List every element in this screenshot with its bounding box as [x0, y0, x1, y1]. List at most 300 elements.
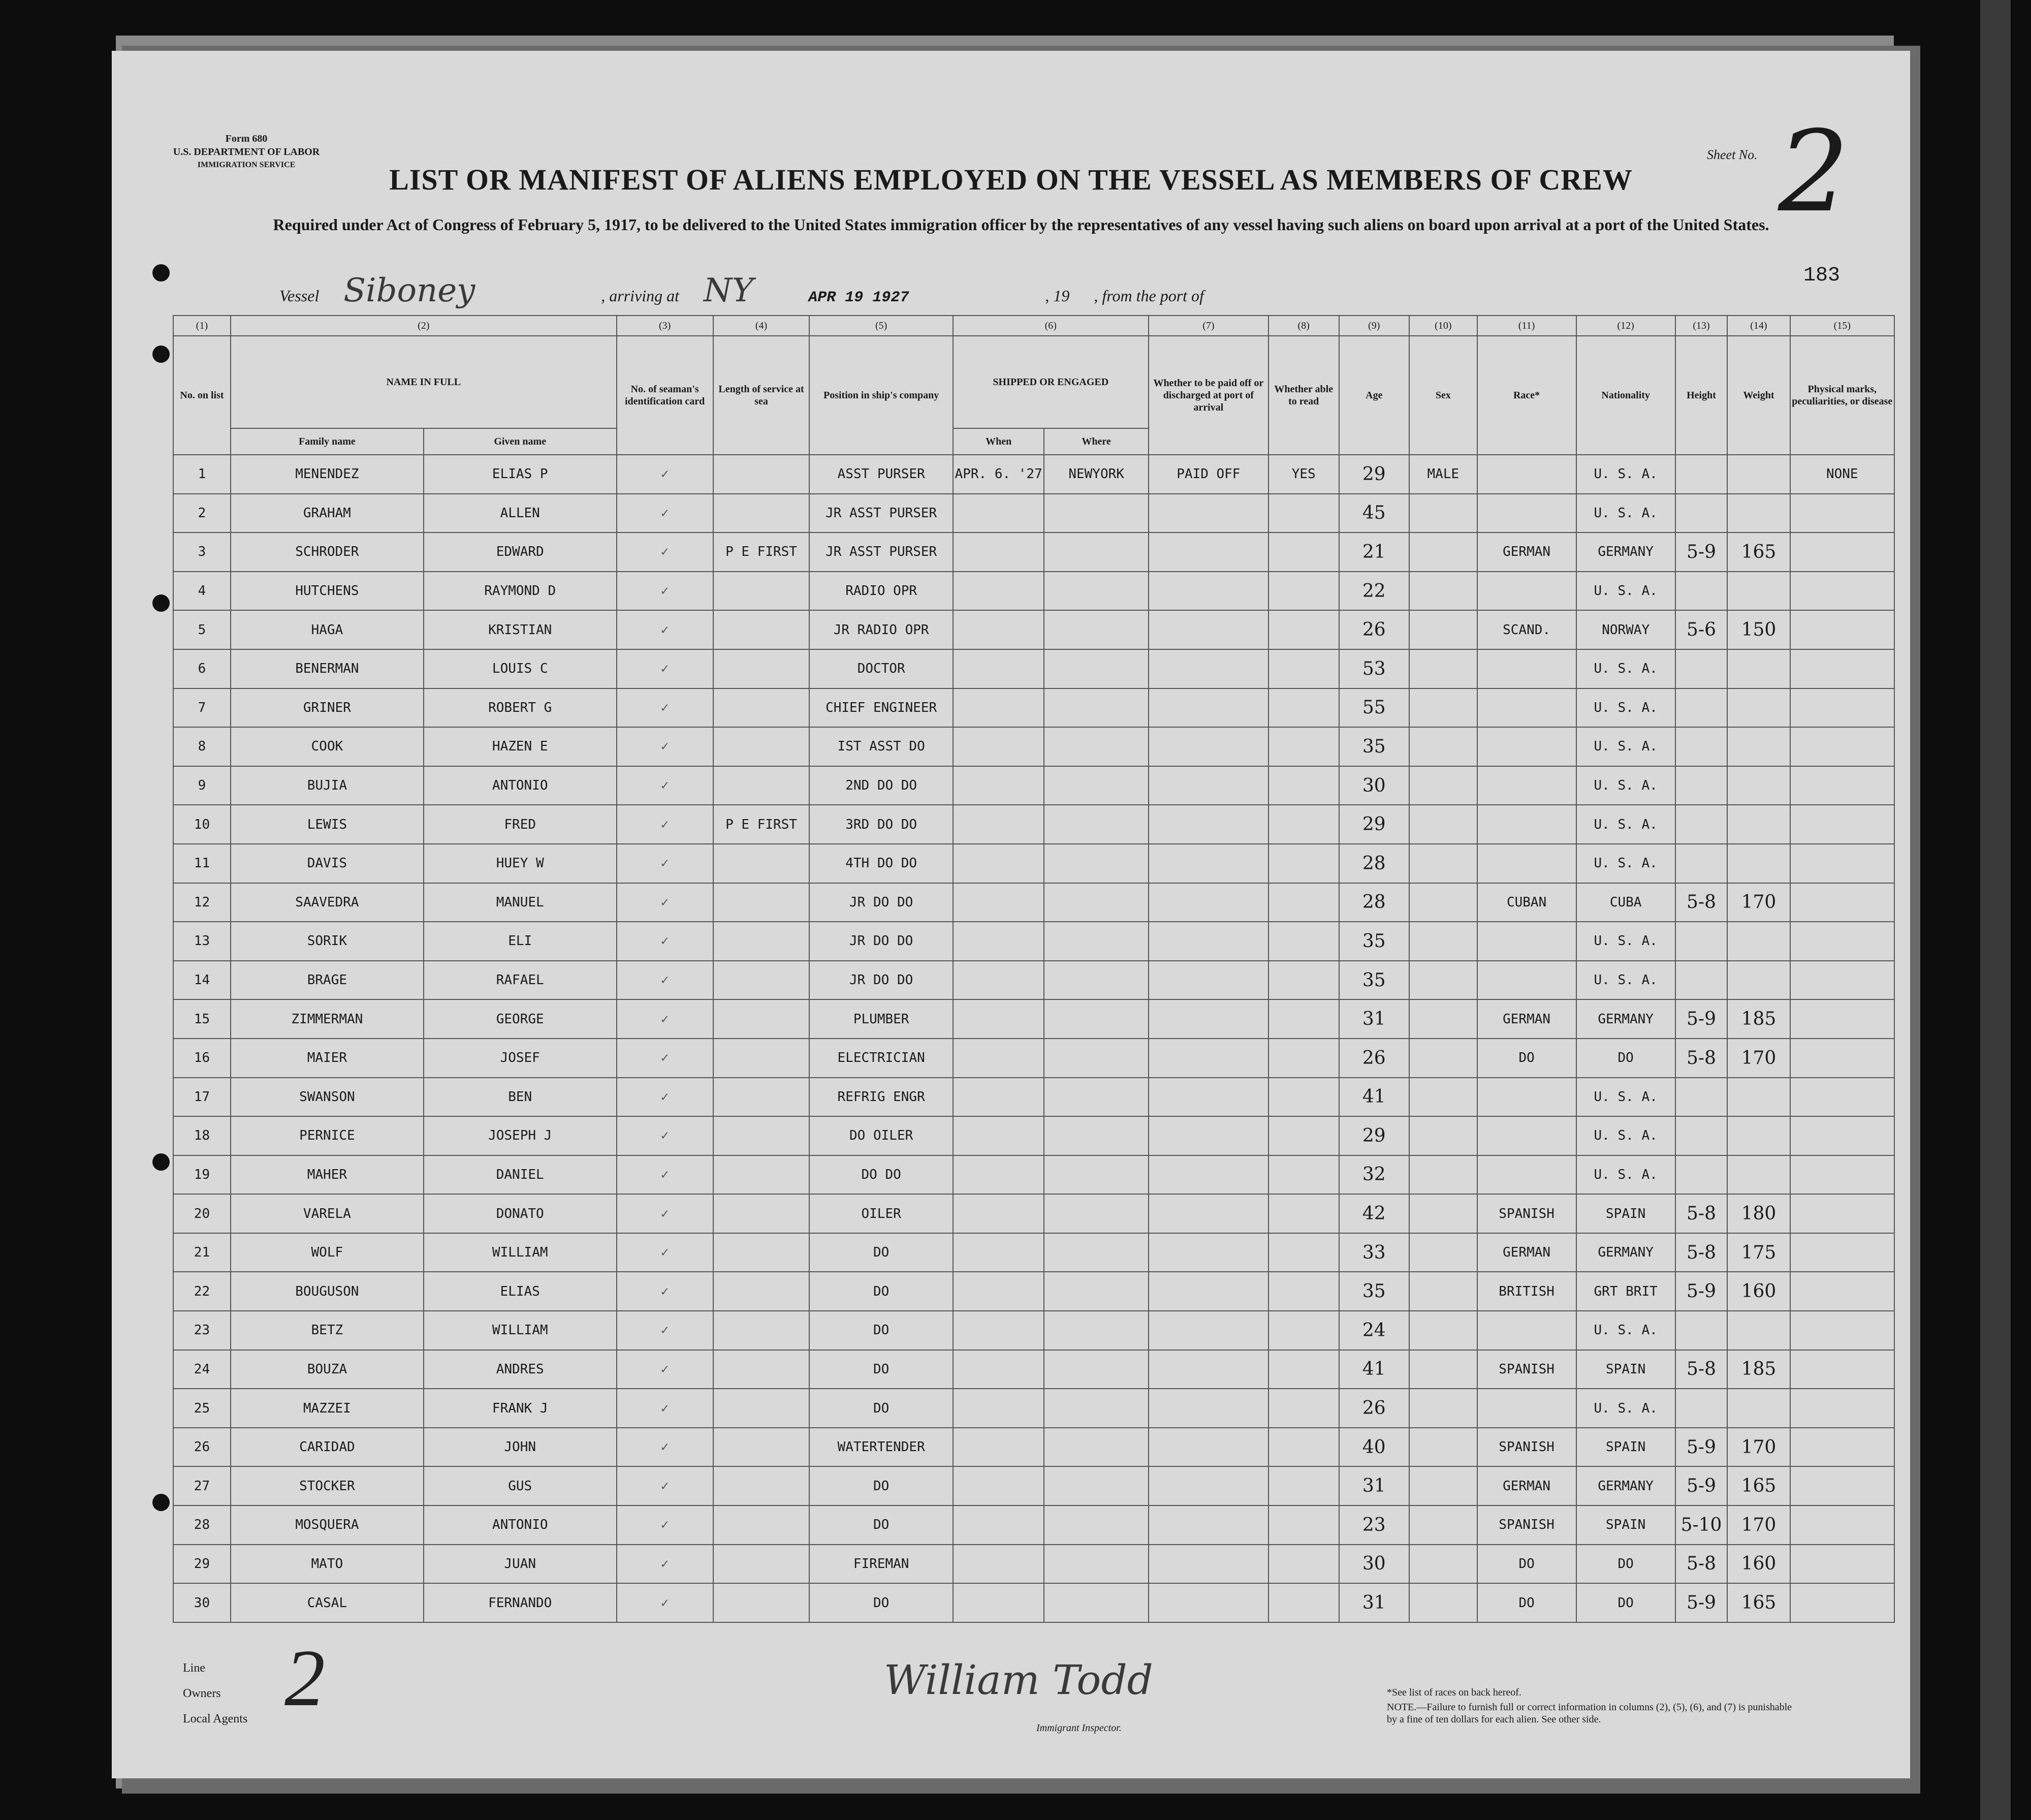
punch-hole [152, 594, 170, 612]
column-header-row [173, 336, 1894, 428]
cell-read [1268, 1428, 1339, 1467]
cell-marks [1790, 1194, 1894, 1233]
cell-race: DO [1477, 1583, 1576, 1622]
cell-when [953, 999, 1044, 1039]
column-number: (6) [953, 316, 1149, 336]
checkmark-icon: ✓ [617, 1466, 713, 1505]
cell-paid [1149, 1466, 1268, 1505]
cell-marks [1790, 883, 1894, 922]
local-agents-label: Local Agents [183, 1712, 248, 1725]
cell-family: CARIDAD [231, 1428, 424, 1467]
cell-nationality: U. S. A. [1576, 961, 1675, 1000]
column-number: (10) [1409, 316, 1477, 336]
cell-family: DAVIS [231, 844, 424, 883]
cell-sex [1409, 766, 1477, 805]
cell-no: 29 [173, 1545, 231, 1584]
table-row [173, 1583, 1894, 1622]
checkmark-icon: ✓ [617, 844, 713, 883]
cell-age: 55 [1339, 688, 1410, 728]
table-row [173, 1155, 1894, 1195]
cell-race [1477, 844, 1576, 883]
cell-where [1044, 883, 1148, 922]
cell-where [1044, 844, 1148, 883]
cell-sex [1409, 1233, 1477, 1272]
cell-sex [1409, 1350, 1477, 1389]
cell-when [953, 766, 1044, 805]
table-row [173, 1194, 1894, 1233]
cell-marks [1790, 1583, 1894, 1622]
cell-sex [1409, 1078, 1477, 1117]
column-number: (2) [231, 316, 617, 336]
cell-age: 41 [1339, 1078, 1410, 1117]
cell-no: 6 [173, 649, 231, 688]
cell-marks [1790, 572, 1894, 611]
from-port-label: , from the port of [1094, 287, 1204, 305]
cell-position: OILER [809, 1194, 953, 1233]
cell-position: DO [809, 1350, 953, 1389]
cell-race: SPANISH [1477, 1350, 1576, 1389]
cell-race: CUBAN [1477, 883, 1576, 922]
cell-sex: MALE [1409, 455, 1477, 494]
cell-where [1044, 1078, 1148, 1117]
table-row [173, 1311, 1894, 1350]
cell-when [953, 688, 1044, 728]
cell-service [713, 766, 810, 805]
cell-service [713, 961, 810, 1000]
cell-read [1268, 1583, 1339, 1622]
cell-no: 21 [173, 1233, 231, 1272]
cell-weight [1727, 727, 1790, 766]
cell-sex [1409, 1116, 1477, 1155]
cell-given: RAYMOND D [424, 572, 617, 611]
cell-age: 29 [1339, 805, 1410, 844]
cell-height: 5-8 [1675, 883, 1728, 922]
cell-height [1675, 494, 1728, 533]
cell-marks [1790, 766, 1894, 805]
table-row [173, 805, 1894, 844]
punch-hole [152, 1153, 170, 1171]
checkmark-icon: ✓ [617, 922, 713, 961]
header-physical-marks: Physical marks, peculiarities, or disease [1790, 336, 1894, 455]
cell-position: JR RADIO OPR [809, 610, 953, 649]
cell-given: WILLIAM [424, 1311, 617, 1350]
cell-where [1044, 1311, 1148, 1350]
column-number-row [173, 316, 1894, 336]
cell-height [1675, 766, 1728, 805]
cell-no: 24 [173, 1350, 231, 1389]
cell-given: JUAN [424, 1545, 617, 1584]
cell-when: APR. 6. '27 [953, 455, 1044, 494]
cell-height [1675, 961, 1728, 1000]
cell-marks [1790, 1039, 1894, 1078]
cell-service [713, 922, 810, 961]
cell-where [1044, 1233, 1148, 1272]
cell-position: IST ASST DO [809, 727, 953, 766]
cell-no: 5 [173, 610, 231, 649]
cell-race [1477, 1311, 1576, 1350]
cell-position: DO [809, 1583, 953, 1622]
column-number: (15) [1790, 316, 1894, 336]
header-weight: Weight [1727, 336, 1790, 455]
cell-position: REFRIG ENGR [809, 1078, 953, 1117]
cell-read [1268, 1155, 1339, 1195]
cell-paid [1149, 1583, 1268, 1622]
cell-marks [1790, 1350, 1894, 1389]
cell-position: DO OILER [809, 1116, 953, 1155]
cell-race: GERMAN [1477, 1233, 1576, 1272]
header-id-card: No. of seaman's identification card [617, 336, 713, 455]
cell-paid [1149, 532, 1268, 572]
header-sex: Sex [1409, 336, 1477, 455]
cell-sex [1409, 688, 1477, 728]
cell-age: 26 [1339, 1039, 1410, 1078]
cell-sex [1409, 1466, 1477, 1505]
table-row [173, 1039, 1894, 1078]
cell-marks [1790, 1545, 1894, 1584]
cell-no: 15 [173, 999, 231, 1039]
checkmark-icon: ✓ [617, 649, 713, 688]
cell-marks [1790, 727, 1894, 766]
cell-family: SORIK [231, 922, 424, 961]
cell-age: 42 [1339, 1194, 1410, 1233]
cell-no: 12 [173, 883, 231, 922]
cell-service [713, 1583, 810, 1622]
cell-marks [1790, 1078, 1894, 1117]
cell-family: HUTCHENS [231, 572, 424, 611]
cell-height [1675, 844, 1728, 883]
cell-family: PERNICE [231, 1116, 424, 1155]
checkmark-icon: ✓ [617, 1039, 713, 1078]
header-age: Age [1339, 336, 1410, 455]
cell-race: GERMAN [1477, 1466, 1576, 1505]
cell-family: GRINER [231, 688, 424, 728]
checkmark-icon: ✓ [617, 1233, 713, 1272]
cell-when [953, 572, 1044, 611]
cell-age: 26 [1339, 1389, 1410, 1428]
cell-race: GERMAN [1477, 999, 1576, 1039]
cell-age: 23 [1339, 1505, 1410, 1545]
cell-where [1044, 727, 1148, 766]
cell-nationality: U. S. A. [1576, 649, 1675, 688]
cell-race: SPANISH [1477, 1428, 1576, 1467]
cell-paid [1149, 844, 1268, 883]
table-row [173, 1428, 1894, 1467]
cell-height [1675, 688, 1728, 728]
cell-paid [1149, 1116, 1268, 1155]
cell-nationality: DO [1576, 1583, 1675, 1622]
cell-where [1044, 1350, 1148, 1389]
cell-where [1044, 1428, 1148, 1467]
cell-paid [1149, 1545, 1268, 1584]
table-row [173, 727, 1894, 766]
cell-when [953, 961, 1044, 1000]
cell-no: 2 [173, 494, 231, 533]
cell-age: 33 [1339, 1233, 1410, 1272]
cell-age: 26 [1339, 610, 1410, 649]
cell-height [1675, 1389, 1728, 1428]
cell-no: 16 [173, 1039, 231, 1078]
cell-given: ELIAS P [424, 455, 617, 494]
cell-marks [1790, 922, 1894, 961]
penalty-note: NOTE.—Failure to furnish full or correct information in columns (2), (5), (6), and (7) is punishable by a fine of ten dollars for each alien. See other side. [1387, 1702, 1792, 1725]
cell-nationality: U. S. A. [1576, 1078, 1675, 1117]
table-row [173, 532, 1894, 572]
cell-paid [1149, 999, 1268, 1039]
checkmark-icon: ✓ [617, 1116, 713, 1155]
cell-marks [1790, 1155, 1894, 1195]
cell-when [953, 1545, 1044, 1584]
cell-position: DO [809, 1505, 953, 1545]
cell-nationality: U. S. A. [1576, 1311, 1675, 1350]
cell-weight: 175 [1727, 1233, 1790, 1272]
cell-given: LOUIS C [424, 649, 617, 688]
sheet-number-label: Sheet No. [1707, 147, 1758, 162]
arriving-port: NY [704, 272, 754, 309]
cell-family: BETZ [231, 1311, 424, 1350]
cell-given: JOSEF [424, 1039, 617, 1078]
table-row [173, 883, 1894, 922]
cell-read [1268, 1272, 1339, 1311]
checkmark-icon: ✓ [617, 572, 713, 611]
cell-height [1675, 1311, 1728, 1350]
table-row [173, 649, 1894, 688]
cell-service [713, 1428, 810, 1467]
cell-given: DONATO [424, 1194, 617, 1233]
cell-weight: 170 [1727, 883, 1790, 922]
table-row [173, 1272, 1894, 1311]
cell-family: STOCKER [231, 1466, 424, 1505]
cell-marks [1790, 805, 1894, 844]
cell-position: DOCTOR [809, 649, 953, 688]
cell-position: WATERTENDER [809, 1428, 953, 1467]
header-race: Race* [1477, 336, 1576, 455]
cell-age: 29 [1339, 1116, 1410, 1155]
cell-height [1675, 922, 1728, 961]
cell-marks [1790, 844, 1894, 883]
cell-height: 5-8 [1675, 1233, 1728, 1272]
cell-nationality: U. S. A. [1576, 805, 1675, 844]
cell-position: JR DO DO [809, 961, 953, 1000]
cell-nationality: SPAIN [1576, 1350, 1675, 1389]
checkmark-icon: ✓ [617, 455, 713, 494]
cell-read [1268, 532, 1339, 572]
cell-marks [1790, 1272, 1894, 1311]
cell-marks [1790, 1428, 1894, 1467]
cell-age: 35 [1339, 922, 1410, 961]
cell-family: SWANSON [231, 1078, 424, 1117]
cell-given: KRISTIAN [424, 610, 617, 649]
cell-given: HUEY W [424, 844, 617, 883]
cell-nationality: U. S. A. [1576, 572, 1675, 611]
arriving-label: , arriving at [601, 287, 680, 305]
vessel-line [279, 272, 1204, 309]
cell-service [713, 1078, 810, 1117]
cell-age: 28 [1339, 883, 1410, 922]
service-name: IMMIGRATION SERVICE [197, 161, 296, 169]
column-number: (5) [809, 316, 953, 336]
cell-nationality: DO [1576, 1545, 1675, 1584]
cell-family: ZIMMERMAN [231, 999, 424, 1039]
checkmark-icon: ✓ [617, 1194, 713, 1233]
cell-weight: 150 [1727, 610, 1790, 649]
table-row [173, 999, 1894, 1039]
manifest-page [112, 51, 1910, 1778]
cell-family: MAIER [231, 1039, 424, 1078]
cell-when [953, 649, 1044, 688]
cell-no: 22 [173, 1272, 231, 1311]
cell-read [1268, 1194, 1339, 1233]
cell-age: 45 [1339, 494, 1410, 533]
cell-height [1675, 805, 1728, 844]
cell-nationality: DO [1576, 1039, 1675, 1078]
cell-paid [1149, 727, 1268, 766]
cell-when [953, 532, 1044, 572]
cell-marks [1790, 532, 1894, 572]
cell-marks [1790, 1311, 1894, 1350]
cell-read [1268, 1545, 1339, 1584]
table-row [173, 961, 1894, 1000]
cell-read [1268, 999, 1339, 1039]
cell-no: 13 [173, 922, 231, 961]
cell-nationality: GRT BRIT [1576, 1272, 1675, 1311]
cell-given: JOSEPH J [424, 1116, 617, 1155]
cell-given: WILLIAM [424, 1233, 617, 1272]
checkmark-icon: ✓ [617, 1505, 713, 1545]
cell-weight: 170 [1727, 1039, 1790, 1078]
cell-service [713, 1272, 810, 1311]
cell-position: DO [809, 1466, 953, 1505]
cell-height [1675, 1155, 1728, 1195]
cell-position: JR DO DO [809, 883, 953, 922]
cell-height: 5-6 [1675, 610, 1728, 649]
cell-family: MENENDEZ [231, 455, 424, 494]
cell-weight [1727, 961, 1790, 1000]
cell-race [1477, 1116, 1576, 1155]
cell-when [953, 494, 1044, 533]
cell-where [1044, 766, 1148, 805]
cell-no: 17 [173, 1078, 231, 1117]
cell-position: CHIEF ENGINEER [809, 688, 953, 728]
cell-when [953, 727, 1044, 766]
cell-read [1268, 1311, 1339, 1350]
header-height: Height [1675, 336, 1728, 455]
cell-read [1268, 1389, 1339, 1428]
vessel-name: Siboney [343, 272, 475, 309]
cell-paid [1149, 1311, 1268, 1350]
cell-service [713, 1505, 810, 1545]
cell-weight: 180 [1727, 1194, 1790, 1233]
header-nationality: Nationality [1576, 336, 1675, 455]
cell-no: 18 [173, 1116, 231, 1155]
cell-sex [1409, 610, 1477, 649]
cell-paid [1149, 1350, 1268, 1389]
cell-read [1268, 1466, 1339, 1505]
cell-where [1044, 572, 1148, 611]
cell-family: VARELA [231, 1194, 424, 1233]
header-able-to-read: Whether able to read [1268, 336, 1339, 455]
cell-sex [1409, 1428, 1477, 1467]
cell-sex [1409, 1389, 1477, 1428]
cell-sex [1409, 999, 1477, 1039]
cell-height [1675, 572, 1728, 611]
cell-height: 5-8 [1675, 1194, 1728, 1233]
crew-manifest-table [173, 315, 1895, 1623]
cell-no: 4 [173, 572, 231, 611]
cell-nationality: SPAIN [1576, 1194, 1675, 1233]
cell-where [1044, 1155, 1148, 1195]
cell-position: 2ND DO DO [809, 766, 953, 805]
cell-sex [1409, 922, 1477, 961]
cell-paid [1149, 766, 1268, 805]
column-number: (8) [1268, 316, 1339, 336]
cell-marks [1790, 961, 1894, 1000]
cell-marks [1790, 494, 1894, 533]
cell-height: 5-9 [1675, 1583, 1728, 1622]
cell-when [953, 610, 1044, 649]
punch-hole [152, 1494, 170, 1511]
column-number: (3) [617, 316, 713, 336]
cell-weight: 185 [1727, 1350, 1790, 1389]
vessel-label: Vessel [279, 287, 320, 305]
cell-read: YES [1268, 455, 1339, 494]
cell-sex [1409, 844, 1477, 883]
cell-read [1268, 961, 1339, 1000]
cell-read [1268, 883, 1339, 922]
cell-race: GERMAN [1477, 532, 1576, 572]
cell-service: P E FIRST [713, 805, 810, 844]
cell-paid [1149, 1039, 1268, 1078]
cell-nationality: U. S. A. [1576, 1116, 1675, 1155]
cell-position: JR ASST PURSER [809, 494, 953, 533]
table-row [173, 610, 1894, 649]
cell-family: MAHER [231, 1155, 424, 1195]
cell-no: 9 [173, 766, 231, 805]
cell-marks [1790, 1505, 1894, 1545]
inspector-signature: William Todd [884, 1656, 1153, 1704]
cell-when [953, 1505, 1044, 1545]
cell-weight: 160 [1727, 1272, 1790, 1311]
cell-read [1268, 1350, 1339, 1389]
cell-race [1477, 805, 1576, 844]
cell-position: DO [809, 1311, 953, 1350]
cell-age: 30 [1339, 1545, 1410, 1584]
checkmark-icon: ✓ [617, 805, 713, 844]
cell-service [713, 727, 810, 766]
cell-service [713, 688, 810, 728]
cell-age: 24 [1339, 1311, 1410, 1350]
cell-race [1477, 961, 1576, 1000]
cell-paid [1149, 1233, 1268, 1272]
cell-family: BRAGE [231, 961, 424, 1000]
page-number: 183 [1803, 264, 1840, 287]
cell-when [953, 1116, 1044, 1155]
cell-service: P E FIRST [713, 532, 810, 572]
checkmark-icon: ✓ [617, 766, 713, 805]
cell-service [713, 844, 810, 883]
cell-marks [1790, 999, 1894, 1039]
cell-given: ELIAS [424, 1272, 617, 1311]
cell-when [953, 1389, 1044, 1428]
cell-when [953, 1272, 1044, 1311]
table-row [173, 1233, 1894, 1272]
cell-where [1044, 1039, 1148, 1078]
cell-age: 31 [1339, 999, 1410, 1039]
checkmark-icon: ✓ [617, 727, 713, 766]
cell-height [1675, 649, 1728, 688]
cell-nationality: U. S. A. [1576, 688, 1675, 728]
column-number: (11) [1477, 316, 1576, 336]
cell-where [1044, 999, 1148, 1039]
